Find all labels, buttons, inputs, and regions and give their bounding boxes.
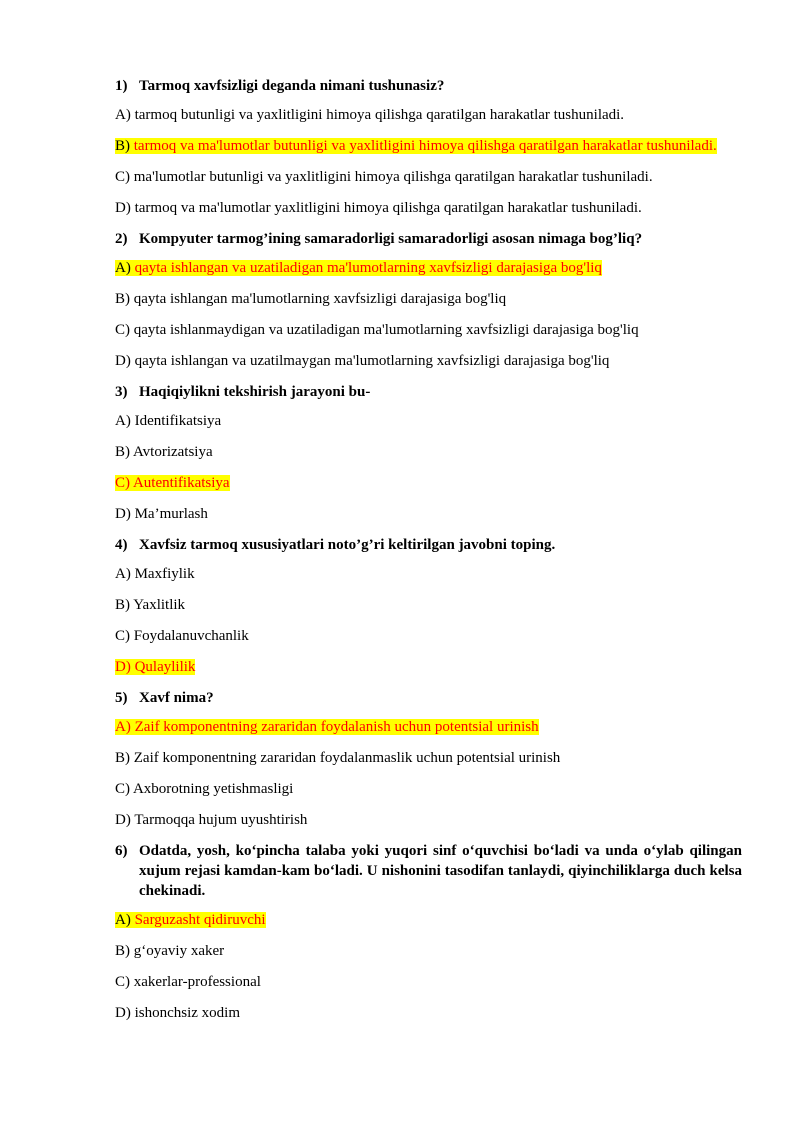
- option-text: tarmoq va ma'lumotlar butunligi va yaxlitligini himoya qilishga qaratilgan harakatlar tushuniladi.: [130, 138, 717, 154]
- option-letter: D): [115, 353, 131, 369]
- option-letter: A): [115, 413, 131, 429]
- option-3a: [115, 411, 742, 431]
- option-text: xakerlar-professional: [133, 974, 261, 990]
- option-text: Ma’murlash: [134, 506, 208, 522]
- document-page: [115, 76, 742, 1034]
- option-5d: [115, 810, 742, 830]
- option-letter: B): [115, 943, 130, 959]
- option-5c: [115, 779, 742, 799]
- option-1a: [115, 105, 742, 125]
- option-letter: B): [115, 138, 130, 154]
- option-3d: [115, 504, 742, 524]
- option-letter: D): [115, 200, 131, 216]
- question-number: 3): [115, 384, 128, 400]
- option-1c: [115, 167, 742, 187]
- option-letter: D): [115, 1005, 131, 1021]
- option-text: qayta ishlangan va uzatilmaygan ma'lumotlarning xavfsizligi darajasiga bog'liq: [134, 353, 610, 369]
- option-text: Identifikatsiya: [134, 413, 222, 429]
- option-4a: [115, 564, 742, 584]
- option-letter: B): [115, 597, 130, 613]
- question-1: [115, 76, 742, 96]
- option-letter: C): [115, 974, 130, 990]
- option-letter: B): [115, 291, 130, 307]
- question-3: [115, 382, 742, 402]
- option-letter: C): [115, 322, 130, 338]
- option-text: tarmoq va ma'lumotlar yaxlitligini himoya qilishga qaratilgan harakatlar tushuniladi.: [134, 200, 642, 216]
- option-5b: [115, 748, 742, 768]
- option-letter: A): [115, 566, 131, 582]
- option-text: D) Qulaylilik: [115, 659, 196, 675]
- option-letter: C): [115, 169, 130, 185]
- option-text: qayta ishlanmaydigan va uzatiladigan ma'lumotlarning xavfsizligi darajasiga bog'liq: [133, 322, 639, 338]
- option-text: g‘oyaviy xaker: [133, 943, 225, 959]
- question-2: [115, 229, 742, 249]
- option-5a-correct: [115, 717, 742, 737]
- option-text: C) Autentifikatsiya: [115, 475, 230, 491]
- option-6b: [115, 941, 742, 961]
- option-1d: [115, 198, 742, 218]
- option-text: Tarmoqqa hujum uyushtirish: [134, 812, 308, 828]
- option-6c: [115, 972, 742, 992]
- option-2d: [115, 351, 742, 371]
- option-text: qayta ishlangan ma'lumotlarning xavfsizligi darajasiga bog'liq: [133, 291, 507, 307]
- question-number: 5): [115, 690, 128, 706]
- question-text: Haqiqiylikni tekshirish jarayoni bu-: [139, 384, 371, 400]
- option-4c: [115, 626, 742, 646]
- option-2a-correct: [115, 258, 742, 278]
- option-3c-correct: [115, 473, 742, 493]
- question-number: 4): [115, 537, 128, 553]
- question-text: Tarmoq xavfsizligi deganda nimani tushunasiz?: [139, 78, 445, 94]
- option-6d: [115, 1003, 742, 1023]
- question-text: Odatda, yosh, ko‘pincha talaba yoki yuqori sinf o‘quvchisi bo‘ladi va unda o‘ylab qilingan xujum rejasi kamdan-kam bo‘ladi. U nishonini tasodifan tanlaydi, qiyinchiliklarga duch kelsa chekinadi.: [139, 843, 742, 899]
- option-2c: [115, 320, 742, 340]
- option-letter: C): [115, 781, 130, 797]
- option-letter: D): [115, 506, 131, 522]
- option-text: ishonchsiz xodim: [134, 1005, 240, 1021]
- question-number: 6): [115, 843, 128, 859]
- question-text: Kompyuter tarmog’ining samaradorligi samaradorligi asosan nimaga bog’liq?: [139, 231, 643, 247]
- option-letter: A): [115, 260, 131, 276]
- option-1b-correct: [115, 136, 742, 156]
- option-letter: A): [115, 107, 131, 123]
- option-4b: [115, 595, 742, 615]
- option-text: Sarguzasht qidiruvchi: [131, 912, 266, 928]
- option-text: Axborotning yetishmasligi: [132, 781, 294, 797]
- option-letter: B): [115, 750, 130, 766]
- question-text: Xavfsiz tarmoq xususiyatlari noto’g’ri keltirilgan javobni toping.: [139, 537, 556, 553]
- option-text: A) Zaif komponentning zararidan foydalanish uchun potentsial urinish: [115, 719, 539, 735]
- option-text: tarmoq butunligi va yaxlitligini himoya qilishga qaratilgan harakatlar tushuniladi.: [134, 107, 625, 123]
- option-text: Yaxlitlik: [133, 597, 186, 613]
- option-4d-correct: [115, 657, 742, 677]
- option-text: Maxfiylik: [134, 566, 195, 582]
- option-text: ma'lumotlar butunligi va yaxlitligini himoya qilishga qaratilgan harakatlar tushuniladi.: [133, 169, 653, 185]
- option-letter: B): [115, 444, 130, 460]
- option-text: Zaif komponentning zararidan foydalanmaslik uchun potentsial urinish: [133, 750, 561, 766]
- question-5: [115, 688, 742, 708]
- option-letter: D): [115, 812, 131, 828]
- question-number: 2): [115, 231, 128, 247]
- option-letter: A): [115, 912, 131, 928]
- question-6: [115, 841, 742, 901]
- option-2b: [115, 289, 742, 309]
- question-text: Xavf nima?: [139, 690, 214, 706]
- question-number: 1): [115, 78, 128, 94]
- option-6a-correct: [115, 910, 742, 930]
- question-4: [115, 535, 742, 555]
- option-text: Avtorizatsiya: [132, 444, 213, 460]
- option-letter: C): [115, 628, 130, 644]
- option-text: Foydalanuvchanlik: [133, 628, 249, 644]
- option-text: qayta ishlangan va uzatiladigan ma'lumotlarning xavfsizligi darajasiga bog'liq: [131, 260, 602, 276]
- option-3b: [115, 442, 742, 462]
